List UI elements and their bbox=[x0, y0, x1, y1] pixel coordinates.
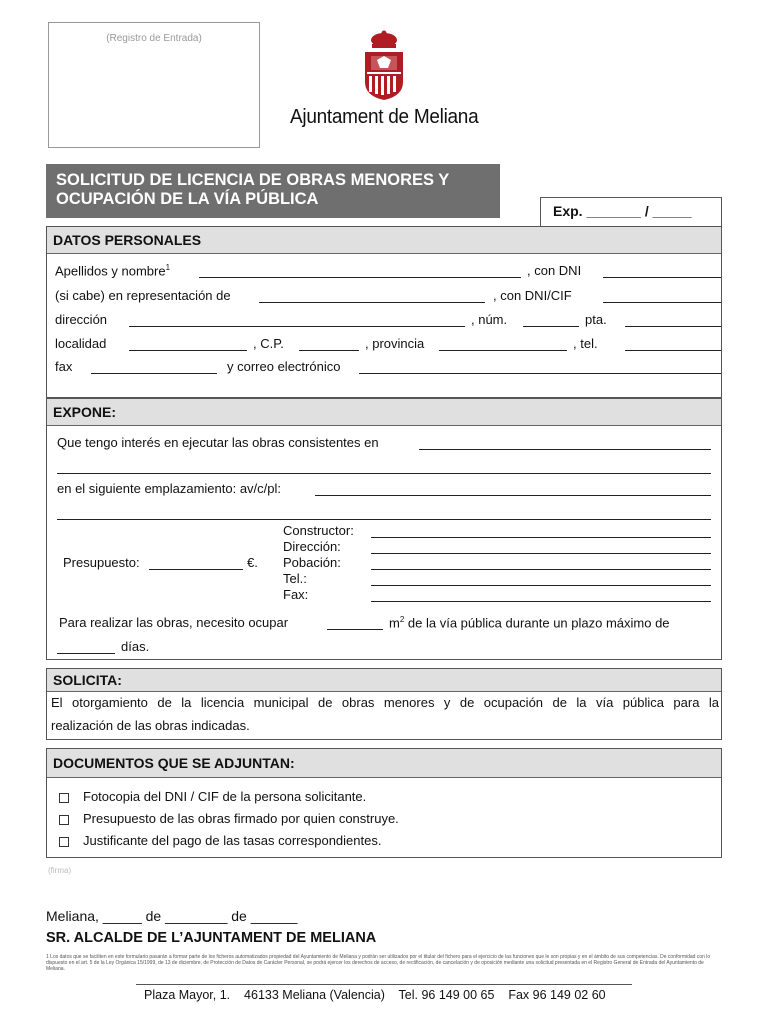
pta-field[interactable] bbox=[625, 326, 721, 327]
constructor-tel-label: Tel.: bbox=[283, 571, 307, 586]
poblacion-label: Pobación: bbox=[283, 555, 341, 570]
dias-label: días. bbox=[121, 639, 150, 654]
constructor-label: Constructor: bbox=[283, 523, 354, 538]
solicita-text-line2: realización de las obras indicadas. bbox=[51, 718, 250, 733]
datos-personales-section bbox=[46, 226, 722, 398]
dias-field[interactable] bbox=[57, 653, 115, 654]
solicita-heading: SOLICITA: bbox=[47, 669, 721, 692]
con-dni-cif-label: , con DNI/CIF bbox=[493, 288, 572, 303]
ayuntamiento-name: Ajuntament de Meliana bbox=[290, 106, 479, 128]
m2-label: $m^2$ de la vía pública durante un plazo máximo de bbox=[389, 615, 670, 631]
constructor-direccion-label: Dirección: bbox=[283, 539, 341, 554]
documentos-section bbox=[46, 748, 722, 858]
documento-checkbox-3[interactable] bbox=[59, 837, 69, 847]
destinatario: SR. ALCALDE DE L’AJUNTAMENT DE MELIANA bbox=[46, 930, 377, 946]
expediente-field[interactable]: Exp. _______ / _____ bbox=[540, 197, 722, 227]
form-title-line2: OCUPACIÓN DE LA VÍA PÚBLICA bbox=[56, 190, 319, 208]
fecha-line: Meliana, _____ de ________ de ______ bbox=[46, 908, 298, 924]
ayuntamiento-crest-icon bbox=[355, 30, 413, 105]
obras-field[interactable] bbox=[419, 449, 711, 450]
poblacion-field[interactable] bbox=[371, 569, 711, 570]
num-field[interactable] bbox=[523, 326, 579, 327]
provincia-field[interactable] bbox=[439, 350, 567, 351]
apellidos-field[interactable] bbox=[199, 277, 521, 278]
datos-personales-heading: DATOS PERSONALES bbox=[47, 227, 721, 254]
firma-label: (firma) bbox=[48, 866, 72, 875]
representacion-field[interactable] bbox=[259, 302, 485, 303]
documentos-heading: DOCUMENTOS QUE SE ADJUNTAN: bbox=[47, 749, 721, 778]
fax-label: fax bbox=[55, 359, 73, 374]
representacion-label: (si cabe) en representación de bbox=[55, 288, 231, 303]
direccion-field[interactable] bbox=[129, 326, 465, 327]
documento-item-3: Justificante del pago de las tasas correspondientes. bbox=[83, 833, 382, 848]
documento-checkbox-2[interactable] bbox=[59, 815, 69, 825]
pta-label: pta. bbox=[585, 312, 607, 327]
presupuesto-field[interactable] bbox=[149, 569, 243, 570]
solicita-section bbox=[46, 668, 722, 740]
constructor-fax-label: Fax: bbox=[283, 587, 309, 602]
emplazamiento-field[interactable] bbox=[315, 495, 711, 496]
m2-field[interactable] bbox=[327, 629, 383, 630]
footnote-text: 1 Los datos que se faciliten en este formulario pasarán a formar parte de los ficheros automatizados propiedad del Ayuntamiento de Meliana y podrán ser utilizados por el titular del fichero para el ejercicio de las funciones que le son propias y en el ámbito de sus competencias. De conformidad con lo dispuesto en el art. 5 de la Ley Orgánica 15/1999, de 13 de diciembre, de Protección de Datos de Carácter Personal, se podrá ejercer los derechos de acceso, de rectificación, de cancelación y de oposición mediante una solicitud presentada en el Registro General de Entrada del Ayuntamiento de Meliana. bbox=[46, 954, 711, 972]
expone-section bbox=[46, 398, 722, 660]
apellidos-label: Apellidos y nombre$^1$ bbox=[55, 263, 171, 279]
correo-field[interactable] bbox=[359, 373, 721, 374]
con-dni-label: , con DNI bbox=[527, 263, 582, 278]
ocupar-label: Para realizar las obras, necesito ocupar bbox=[59, 615, 289, 630]
tel-field[interactable] bbox=[625, 350, 721, 351]
provincia-label: , provincia bbox=[365, 336, 425, 351]
tel-label: , tel. bbox=[573, 336, 598, 351]
obras-label: Que tengo interés en ejecutar las obras consistentes en bbox=[57, 435, 379, 450]
direccion-label: dirección bbox=[55, 312, 108, 327]
emplazamiento-label: en el siguiente emplazamiento: av/c/pl: bbox=[57, 481, 282, 496]
localidad-label: localidad bbox=[55, 336, 107, 351]
fax-field[interactable] bbox=[91, 373, 217, 374]
expone-heading: EXPONE: bbox=[47, 399, 721, 426]
documento-checkbox-1[interactable] bbox=[59, 793, 69, 803]
dni-cif-field[interactable] bbox=[603, 302, 721, 303]
form-title bbox=[46, 164, 500, 218]
correo-label: y correo electrónico bbox=[227, 359, 341, 374]
constructor-tel-field[interactable] bbox=[371, 585, 711, 586]
cp-field[interactable] bbox=[299, 350, 359, 351]
registro-entrada-box bbox=[48, 22, 260, 148]
constructor-field[interactable] bbox=[371, 537, 711, 538]
dni-field[interactable] bbox=[603, 277, 721, 278]
solicita-text-line1: El otorgamiento de la licencia municipal de obras menores y de ocupación de la vía pública para la bbox=[51, 695, 719, 710]
emplazamiento-field-2[interactable] bbox=[57, 519, 711, 520]
documento-item-1: Fotocopia del DNI / CIF de la persona solicitante. bbox=[83, 789, 367, 804]
registro-entrada-label: (Registro de Entrada) bbox=[106, 33, 202, 44]
obras-field-2[interactable] bbox=[57, 473, 711, 474]
presupuesto-label: Presupuesto: bbox=[63, 555, 140, 570]
footer-contact: Plaza Mayor, 1. 46133 Meliana (Valencia) Tel. 96 149 00 65 Fax 96 149 02 60 bbox=[144, 988, 606, 1002]
num-label: , núm. bbox=[471, 312, 508, 327]
constructor-fax-field[interactable] bbox=[371, 601, 711, 602]
constructor-direccion-field[interactable] bbox=[371, 553, 711, 554]
footer-divider bbox=[136, 984, 632, 985]
euro-label: €. bbox=[247, 555, 258, 570]
localidad-field[interactable] bbox=[129, 350, 247, 351]
form-title-line1: SOLICITUD DE LICENCIA DE OBRAS MENORES Y bbox=[56, 171, 450, 189]
documento-item-2: Presupuesto de las obras firmado por quien construye. bbox=[83, 811, 399, 826]
cp-label: , C.P. bbox=[253, 336, 284, 351]
